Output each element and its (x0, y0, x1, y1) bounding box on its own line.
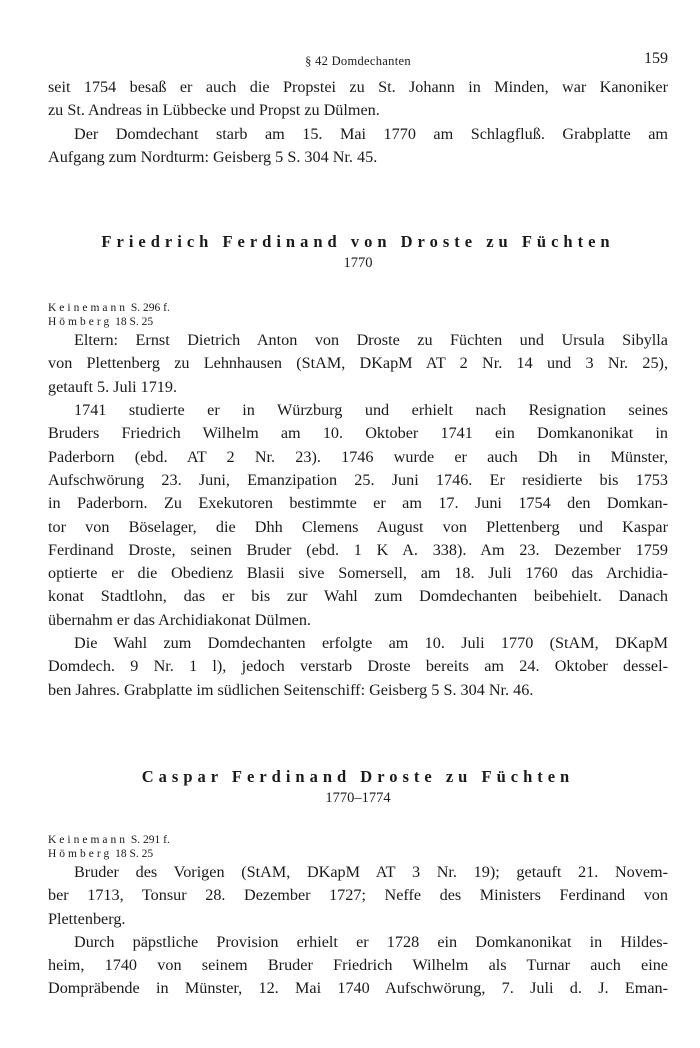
intro-paragraph-1 (48, 76, 668, 123)
reference-detail: 18 S. 25 (115, 316, 154, 329)
reference-detail: S. 296 f. (130, 302, 170, 315)
entry-1-paragraph-2 (48, 399, 668, 632)
entry-2-paragraph-2 (48, 931, 668, 1001)
text-line: Eltern: Ernst Dietrich Anton von Droste zu Füchten und Ursula Sibylla (74, 331, 668, 350)
text-line: Plettenberg. (48, 909, 126, 928)
text-line: Aufschwörung 23. Juni, Emanzipation 25. Juni 1746. Er residierte bis 1753 (48, 470, 668, 489)
reference-line (48, 847, 668, 861)
document-page (48, 50, 668, 1001)
text-line: Aufgang zum Nordturm: Geisberg 5 S. 304 Nr. 45. (48, 147, 378, 166)
entry-2-paragraph-1 (48, 861, 668, 931)
page-number: 159 (644, 50, 668, 67)
running-head (48, 50, 668, 76)
reference-author: Hömberg (48, 316, 113, 329)
text-line: Dompräbende in Münster, 12. Mai 1740 Aufschwörung, 7. Juli d. J. Eman- (48, 979, 668, 998)
reference-author: Keinemann (48, 302, 129, 315)
text-line: übernahm er das Archidiakonat Dülmen. (48, 610, 311, 629)
entry-1-paragraph-1 (48, 329, 668, 399)
text-line: konat Stadtlohn, das er bis zur Wahl zum Domdechanten beibehielt. Danach (48, 587, 668, 606)
running-head-title: § 42 Domdechanten (305, 54, 411, 68)
entry-1-title: Friedrich Ferdinand von Droste zu Füchten (101, 232, 615, 252)
text-line: Die Wahl zum Domdechanten erfolgte am 10. Juli 1770 (StAM, DKapM (74, 634, 668, 653)
text-line: 1741 studierte er in Würzburg und erhielt nach Resignation seines (74, 401, 668, 420)
reference-author: Keinemann (48, 833, 129, 846)
text-line: von Plettenberg zu Lehnhausen (StAM, DKapM AT 2 Nr. 14 und 3 Nr. 25), (48, 354, 668, 373)
text-line: tor von Böselager, die Dhh Clemens August von Plettenberg und Kaspar (48, 517, 668, 536)
text-line: ber 1713, Tonsur 28. Dezember 1727; Neffe des Ministers Ferdinand von (48, 886, 668, 905)
text-line: Domdech. 9 Nr. 1 l), jedoch verstarb Droste bereits am 24. Oktober dessel- (48, 657, 668, 676)
reference-line (48, 301, 668, 315)
reference-line (48, 833, 668, 847)
reference-line (48, 315, 668, 329)
text-line: in Paderborn. Zu Exekutoren bestimmte er am 17. Juni 1754 den Domkan- (48, 494, 668, 513)
text-line: getauft 5. Juli 1719. (48, 377, 178, 396)
reference-detail: 18 S. 25 (115, 847, 154, 860)
entry-2-years: 1770–1774 (325, 789, 391, 806)
text-line: Bruder des Vorigen (StAM, DKapM AT 3 Nr. 19); getauft 21. Novem- (74, 862, 668, 881)
text-line: heim, 1740 von seinem Bruder Friedrich Wilhelm als Turnar auch eine (48, 956, 668, 975)
entry-2-title: Caspar Ferdinand Droste zu Füchten (141, 766, 575, 786)
text-line: Paderborn (ebd. AT 2 Nr. 23). 1746 wurde er auch Dh in Münster, (48, 447, 668, 466)
text-line: zu St. Andreas in Lübbecke und Propst zu Dülmen. (48, 101, 380, 120)
text-line: ben Jahres. Grabplatte im südlichen Seitenschiff: Geisberg 5 S. 304 Nr. 46. (48, 680, 534, 699)
text-line: Ferdinand Droste, seinen Bruder (ebd. 1 K A. 338). Am 23. Dezember 1759 (48, 540, 668, 559)
entry-1-paragraph-3 (48, 632, 668, 702)
text-line: seit 1754 besaß er auch die Propstei zu St. Johann in Minden, war Kanoniker (48, 78, 668, 96)
text-line: Durch päpstliche Provision erhielt er 1728 ein Domkanonikat in Hildes- (74, 932, 668, 951)
text-line: Der Domdechant starb am 15. Mai 1770 am Schlagfluß. Grabplatte am (74, 124, 668, 143)
entry-1-years: 1770 (343, 255, 373, 272)
reference-author: Hömberg (48, 847, 113, 860)
reference-detail: S. 291 f. (130, 833, 170, 846)
entry-1-references (48, 301, 668, 329)
text-line: optierte er die Obedienz Blasii sive Somersell, am 18. Juli 1760 das Archidia- (48, 564, 668, 583)
intro-paragraph-2 (48, 123, 668, 170)
text-line: Bruders Friedrich Wilhelm am 10. Oktober 1741 ein Domkanonikat in (48, 424, 668, 443)
entry-2-references (48, 833, 668, 861)
